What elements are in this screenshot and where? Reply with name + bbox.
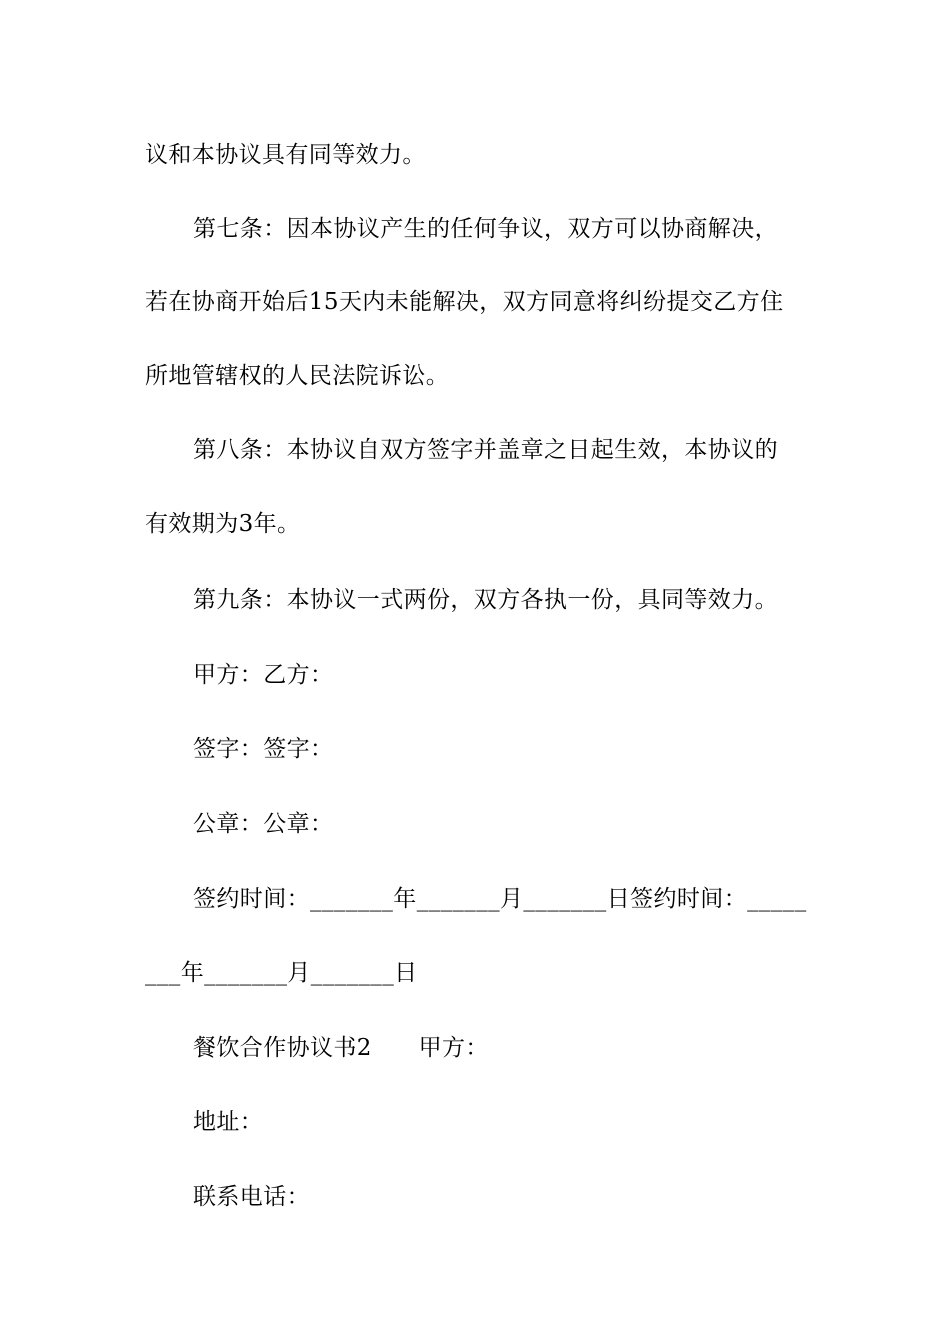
signature-line: 签字：签字： [193,736,334,762]
article-8-line-1: 第八条：本协议自双方签字并盖章之日起生效，本协议的 [193,437,778,463]
signing-date-line-2: ___年_______月_______日 [145,960,418,986]
article-7-line-2: 若在协商开始后15天内未能解决，双方同意将纠纷提交乙方住 [145,289,784,315]
party-line: 甲方：乙方： [193,662,334,688]
article-8-line-2: 有效期为3年。 [145,511,301,537]
paragraph-continuation: 议和本协议具有同等效力。 [145,142,426,168]
phone-label: 联系电话： [193,1184,310,1210]
seal-line: 公章：公章： [193,811,334,837]
signing-date-line-1: 签约时间：_______年_______月_______日签约时间：_____ [193,886,807,912]
article-7-line-1: 第七条：因本协议产生的任何争议，双方可以协商解决， [193,216,778,242]
article-7-line-3: 所地管辖权的人民法院诉讼。 [145,363,450,389]
address-label: 地址： [193,1109,264,1135]
agreement-2-heading: 餐饮合作协议书2 甲方： [193,1035,489,1061]
article-9: 第九条：本协议一式两份，双方各执一份，具同等效力。 [193,587,778,613]
